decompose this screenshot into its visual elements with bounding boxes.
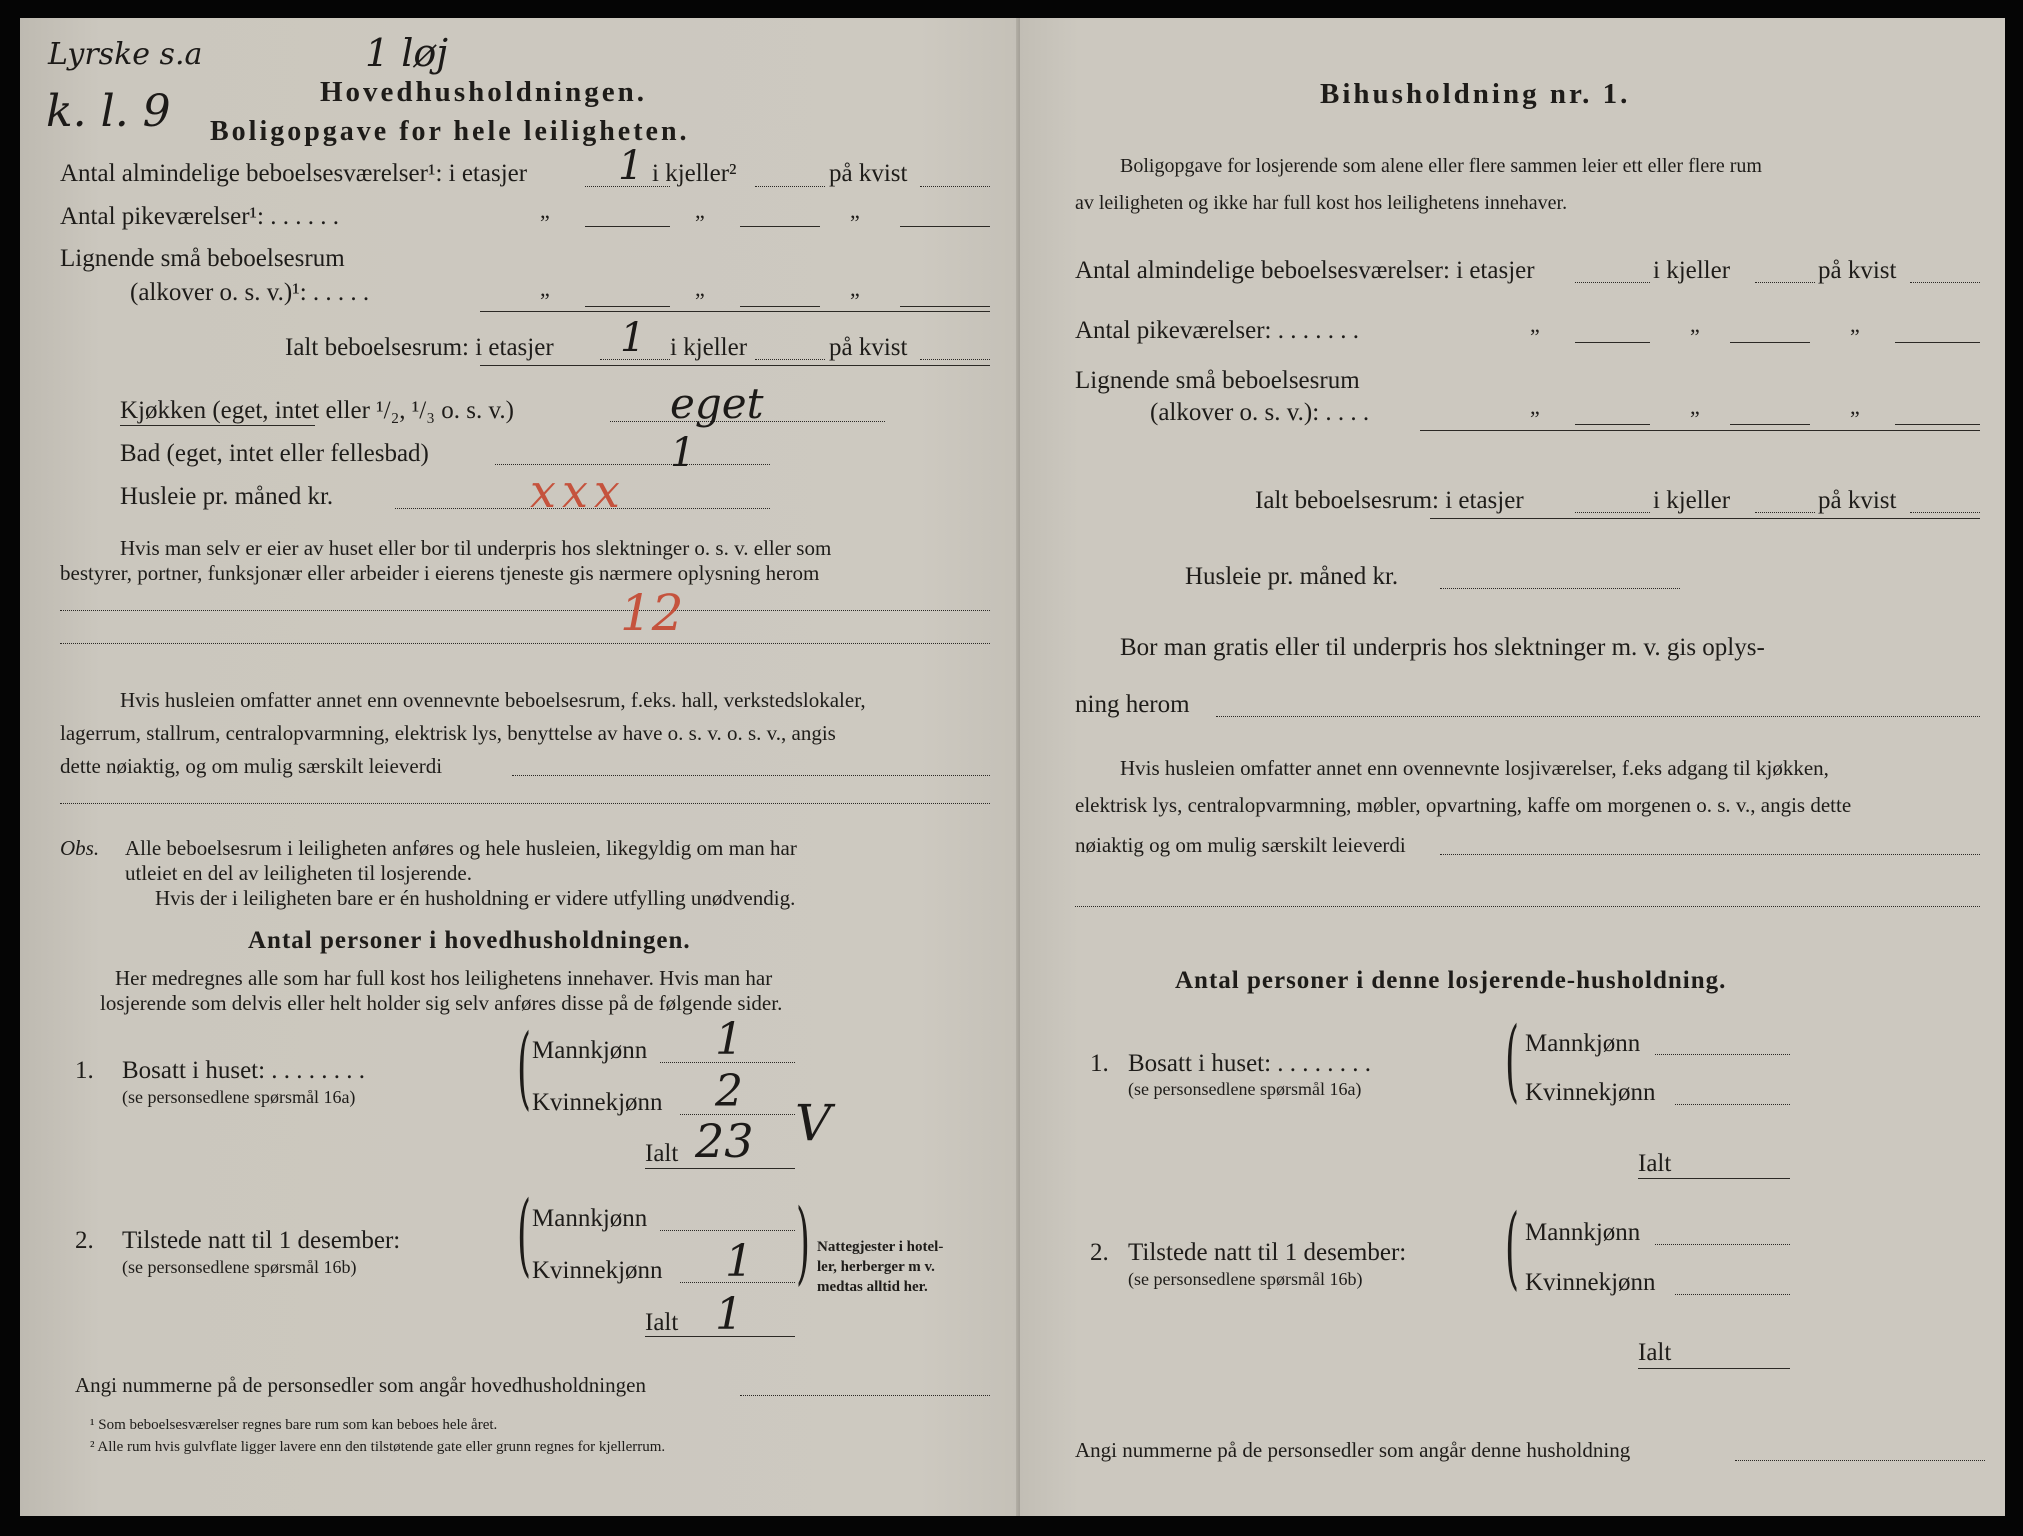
field-angi-nummerne[interactable] — [1735, 1460, 1985, 1461]
text-omfatter-line2: lagerrum, stallrum, centralopvarmning, elektrisk lys, benyttelse av have o. s. v. o. s. v., angis — [60, 721, 836, 745]
handwritten-red-number: 12 — [620, 584, 684, 642]
q1-number: 1. — [1090, 1050, 1109, 1077]
handwritten-bad-value: 1 — [670, 430, 696, 476]
census-form-sheet — [20, 18, 2005, 1516]
field-leieverdi-2[interactable] — [60, 803, 990, 804]
ditto-mark: „ — [850, 198, 860, 223]
label-lignende: Lignende små beboelsesrum — [60, 245, 345, 272]
field-lignende-etasjer[interactable] — [1575, 424, 1650, 425]
q2-kvinne-label: Kvinnekjønn — [532, 1257, 663, 1284]
q1-kvinne-field[interactable] — [1675, 1104, 1790, 1105]
field-pike-kjeller[interactable] — [1730, 342, 1810, 343]
label-antal-pikevaerelser: Antal pikeværelser: . . . . . . . — [1075, 317, 1359, 344]
ditto-mark: „ — [1530, 394, 1540, 419]
ditto-mark: „ — [540, 276, 550, 301]
label-antal-almindelige: Antal almindelige beboelsesværelser: i etasjer — [1075, 257, 1535, 284]
text-omfatter-line3: nøiaktig og om mulig særskilt leieverdi — [1075, 833, 1406, 857]
field-ialt-etasjer[interactable] — [1575, 512, 1650, 513]
label-antal-almindelige: Antal almindelige beboelsesværelser¹: i etasjer — [60, 160, 528, 187]
field-pike-kvist[interactable] — [1895, 342, 1980, 343]
label-i-kjeller: i kjeller² — [652, 160, 737, 187]
field-lignende-kjeller[interactable] — [1730, 424, 1810, 425]
field-leieverdi-2[interactable] — [1075, 906, 1980, 907]
label-ialt-beboelsesrum: Ialt beboelsesrum: i etasjer — [285, 334, 554, 361]
label-i-kjeller: i kjeller — [670, 334, 748, 361]
rule-after-total — [1430, 518, 1980, 519]
section-title-persons: Antal personer i hovedhusholdningen. — [248, 927, 691, 954]
q1-brace: ( — [1505, 1008, 1520, 1113]
ditto-mark: „ — [850, 276, 860, 301]
field-leieverdi[interactable] — [1440, 854, 1980, 855]
q1-label: Bosatt i huset: . . . . . . . . — [122, 1057, 366, 1084]
label-alkover: (alkover o. s. v.): . . . . — [1150, 399, 1370, 426]
q2-ialt-field[interactable] — [1638, 1368, 1790, 1369]
text-omfatter-line1: Hvis husleien omfatter annet enn ovennevnte losjiværelser, f.eks adgang til kjøkken, — [1120, 756, 1829, 780]
obs-line1: Alle beboelsesrum i leiligheten anføres og hele husleien, likegyldig om man har — [125, 836, 797, 860]
q2-kvinne-field[interactable] — [1675, 1294, 1790, 1295]
text-gratis-line2: ning herom — [1075, 691, 1190, 718]
obs-line3: Hvis der i leiligheten bare er én husholdning er videre utfylling unødvendig. — [155, 886, 796, 910]
ditto-mark: „ — [1850, 394, 1860, 419]
underline-kjokken-eget — [120, 425, 315, 426]
handwritten-q2-kvinne: 1 — [725, 1236, 753, 1287]
handwritten-note-flat: k. l. 9 — [46, 86, 171, 137]
q1-ialt-label: Ialt — [1638, 1150, 1672, 1177]
q2-number: 2. — [75, 1227, 94, 1254]
field-lignende-kjeller[interactable] — [740, 306, 820, 307]
page-title: Hovedhusholdningen. — [320, 76, 647, 108]
field-ialt-kjeller[interactable] — [1755, 512, 1815, 513]
label-ialt-beboelsesrum: Ialt beboelsesrum: i etasjer — [1255, 487, 1524, 514]
label-kjokken: Kjøkken (eget, intet eller ¹/₂, ¹/₃ o. s. v.) — [120, 397, 514, 424]
q1-brace: ( — [517, 1015, 532, 1120]
field-pike-etasjer[interactable] — [585, 226, 670, 227]
field-etasjer[interactable] — [1575, 282, 1650, 283]
page-subtitle: Boligopgave for hele leiligheten. — [210, 116, 690, 147]
field-eier-oplysning[interactable] — [60, 610, 990, 611]
text-eier-line2: bestyrer, portner, funksjonær eller arbeider i eierens tjeneste gis nærmere oplysning herom — [60, 561, 820, 585]
q2-sublabel: (se personsedlene spørsmål 16b) — [122, 1257, 357, 1277]
q2-mann-field[interactable] — [1655, 1244, 1790, 1245]
label-alkover: (alkover o. s. v.)¹: . . . . . — [130, 279, 370, 306]
handwritten-q2-ialt: 1 — [715, 1289, 743, 1340]
q2-brace: ( — [517, 1182, 532, 1287]
field-husleie[interactable] — [1440, 588, 1680, 589]
text-omfatter-line2: elektrisk lys, centralopvarmning, møbler, opvartning, kaffe om morgenen o. s. v., angis dette — [1075, 793, 1852, 817]
label-i-kjeller: i kjeller — [1653, 257, 1731, 284]
q1-ialt-field[interactable] — [1638, 1178, 1790, 1179]
left-page — [20, 18, 1020, 1516]
field-kjeller[interactable] — [755, 186, 825, 187]
footnote-1: ¹ Som beboelsesværelser regnes bare rum som kan beboes hele året. — [90, 1417, 498, 1433]
field-pike-etasjer[interactable] — [1575, 342, 1650, 343]
field-leieverdi[interactable] — [512, 775, 990, 776]
field-eier-oplysning-2[interactable] — [60, 643, 990, 644]
q2-kvinne-label: Kvinnekjønn — [1525, 1269, 1656, 1296]
ditto-mark: „ — [1530, 312, 1540, 337]
right-page — [1020, 18, 2005, 1516]
text-gratis-line1: Bor man gratis eller til underpris hos slektninger m. v. gis oplys- — [1120, 634, 1765, 661]
label-i-kjeller: i kjeller — [1653, 487, 1731, 514]
field-ialt-kjeller[interactable] — [755, 359, 825, 360]
ditto-mark: „ — [540, 198, 550, 223]
ditto-mark: „ — [695, 198, 705, 223]
q2-number: 2. — [1090, 1239, 1109, 1266]
q1-ialt-label: Ialt — [645, 1140, 679, 1167]
q1-kvinne-label: Kvinnekjønn — [1525, 1079, 1656, 1106]
q2-label: Tilstede natt til 1 desember: — [1128, 1239, 1407, 1266]
nattegjester-line1: Nattegjester i hotel- — [817, 1239, 944, 1255]
field-kvist[interactable] — [1910, 282, 1980, 283]
text-eier-line1: Hvis man selv er eier av huset eller bor til underpris hos slektninger o. s. v. eller som — [120, 536, 832, 560]
q1-kvinne-label: Kvinnekjønn — [532, 1089, 663, 1116]
persons-note-line1: Her medregnes alle som har full kost hos leilighetens innehaver. Hvis man har — [115, 966, 773, 990]
text-omfatter-line3: dette nøiaktig, og om mulig særskilt leieverdi — [60, 754, 443, 778]
q1-number: 1. — [75, 1057, 94, 1084]
label-husleie: Husleie pr. måned kr. — [120, 483, 334, 510]
field-lignende-kvist[interactable] — [900, 306, 990, 307]
angi-nummerne: Angi nummerne på de personsedler som angår denne husholdning — [1075, 1438, 1631, 1462]
q2-mann-label: Mannkjønn — [1525, 1219, 1641, 1246]
field-lignende-etasjer[interactable] — [585, 306, 670, 307]
label-husleie: Husleie pr. måned kr. — [1185, 563, 1399, 590]
handwritten-q1-check: V — [795, 1094, 832, 1152]
field-pike-kvist[interactable] — [900, 226, 990, 227]
handwritten-q1-mann: 1 — [715, 1014, 743, 1065]
label-pa-kvist: på kvist — [1818, 257, 1897, 284]
q1-mann-field[interactable] — [1655, 1054, 1790, 1055]
q2-mann-label: Mannkjønn — [532, 1205, 648, 1232]
q1-mann-label: Mannkjønn — [532, 1037, 648, 1064]
intro-line1: Boligopgave for losjerende som alene eller flere sammen leier ett eller flere rum — [1120, 155, 1762, 177]
q2-ialt-label: Ialt — [1638, 1339, 1672, 1366]
handwritten-q1-kvinne: 2 — [715, 1066, 743, 1117]
label-pa-kvist: på kvist — [1818, 487, 1897, 514]
field-ialt-etasjer[interactable] — [600, 359, 670, 360]
handwritten-kjokken-value: eget — [670, 379, 764, 428]
persons-note-line2: losjerende som delvis eller helt holder sig selv anføres disse på de følgende sider. — [100, 991, 783, 1015]
intro-line2: av leiligheten og ikke har full kost hos leilighetens innehaver. — [1075, 192, 1568, 214]
field-pike-kjeller[interactable] — [740, 226, 820, 227]
handwritten-red-marks: xxx — [530, 464, 626, 518]
q2-ialt-label: Ialt — [645, 1309, 679, 1336]
angi-nummerne: Angi nummerne på de personsedler som angår hovedhusholdningen — [75, 1373, 646, 1397]
label-pa-kvist: på kvist — [829, 334, 908, 361]
text-omfatter-line1: Hvis husleien omfatter annet enn ovennevnte beboelsesrum, f.eks. hall, verkstedslokaler, — [120, 688, 866, 712]
rule-before-total — [1420, 430, 1980, 431]
q1-sublabel: (se personsedlene spørsmål 16a) — [122, 1087, 356, 1107]
q1-ialt-field[interactable] — [645, 1168, 795, 1169]
handwritten-note-floor: 1 løj — [365, 31, 449, 75]
field-gratis-oplysning[interactable] — [1216, 716, 1980, 717]
label-pa-kvist: på kvist — [829, 160, 908, 187]
rule-after-total — [480, 365, 990, 366]
nattegjester-line2: ler, herberger m v. — [817, 1259, 935, 1275]
rule-before-total — [480, 311, 990, 312]
nattegjester-line3: medtas alltid her. — [817, 1279, 928, 1295]
handwritten-ialt-etasjer: 1 — [620, 315, 646, 361]
q1-mann-label: Mannkjønn — [1525, 1030, 1641, 1057]
label-antal-pikevaerelser: Antal pikeværelser¹: . . . . . . — [60, 203, 339, 230]
q2-mann-field[interactable] — [660, 1230, 795, 1231]
section-title-persons: Antal personer i denne losjerende-husholdning. — [1175, 967, 1727, 994]
page-title-bihusholdning: Bihusholdning nr. 1. — [1320, 78, 1631, 110]
q2-label: Tilstede natt til 1 desember: — [122, 1227, 401, 1254]
q1-sublabel: (se personsedlene spørsmål 16a) — [1128, 1079, 1362, 1099]
label-lignende: Lignende små beboelsesrum — [1075, 367, 1360, 394]
handwritten-etasjer-value: 1 — [618, 143, 644, 189]
field-kjeller[interactable] — [1755, 282, 1815, 283]
handwritten-q1-ialt: 23 — [695, 1114, 754, 1168]
ditto-mark: „ — [695, 276, 705, 301]
field-angi-nummerne[interactable] — [740, 1395, 990, 1396]
label-bad: Bad (eget, intet eller fellesbad) — [120, 440, 429, 467]
ditto-mark: „ — [1690, 394, 1700, 419]
q2-brace: ( — [1505, 1195, 1520, 1300]
field-ialt-kvist[interactable] — [1910, 512, 1980, 513]
footnote-2: ² Alle rum hvis gulvflate ligger lavere enn den tilstøtende gate eller grunn regnes for kjellerrum. — [90, 1439, 666, 1455]
field-lignende-kvist[interactable] — [1895, 424, 1980, 425]
obs-line2: utleiet en del av leiligheten til losjerende. — [125, 861, 472, 885]
handwritten-note-street: Lyrske s.a — [48, 37, 203, 72]
q2-sublabel: (se personsedlene spørsmål 16b) — [1128, 1269, 1363, 1289]
field-kvist[interactable] — [920, 186, 990, 187]
q1-label: Bosatt i huset: . . . . . . . . — [1128, 1050, 1372, 1077]
ditto-mark: „ — [1690, 312, 1700, 337]
field-ialt-kvist[interactable] — [920, 359, 990, 360]
nattegjester-brace: ( — [795, 1190, 810, 1295]
obs-label: Obs. — [60, 836, 100, 860]
ditto-mark: „ — [1850, 312, 1860, 337]
